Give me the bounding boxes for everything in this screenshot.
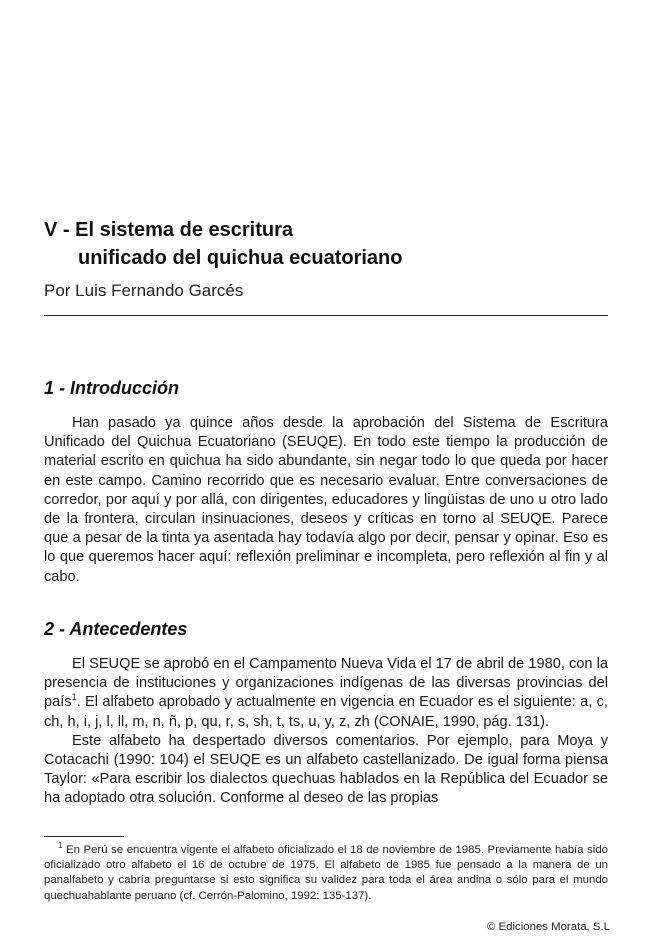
chapter-title-line-2: unificado del quichua ecuatoriano <box>78 247 403 269</box>
section-heading-introduccion: 1 - Introducción <box>44 378 179 398</box>
chapter-title <box>44 216 402 272</box>
copyright-notice: © Ediciones Morata, S.L <box>487 921 610 933</box>
chapter-author: Por Luis Fernando Garcés <box>44 281 244 300</box>
section-heading-antecedentes: 2 - Antecedentes <box>44 619 188 639</box>
title-divider <box>44 315 608 316</box>
footnote-number: 1 <box>58 841 63 851</box>
footnote-divider <box>44 836 124 837</box>
paragraph-text: El SEUQE se aprobó en el Campamento Nueva Vida el 17 de abril de 1980, con la presencia de instituciones y organizaciones indígenas de las diversas provincias del país <box>44 656 608 711</box>
paragraph: Han pasado ya quince años desde la aprobación del Sistema de Escritura Unificado del Quichua Ecuatoriano (SEUQE). En todo este tiempo la producción de material escrito en quichua ha sido abundante, sin negar todo lo que queda por hacer en este campo. Camino recorrido que es necesario evaluar. Entre conversaciones de corredor, por aquí y por allá, con dirigentes, educadores y lingüistas de uno u otro lado de la frontera, circulan insinuaciones, deseos y críticas en torno al SEUQE. Parece que a pesar de la tinta ya asentada hay todavía algo por decir, pensar y opinar. Eso es lo que queremos hacer aquí: reflexión preliminar e incompleta, pero reflexión al fin y al cabo. <box>44 415 608 585</box>
paragraph: Este alfabeto ha despertado diversos comentarios. Por ejemplo, para Moya y Cotacachi (1990: 104) el SEUQE es un alfabeto castellanizado. De igual forma piensa Taylor: «Para escribir los dialectos quechuas hablados en la República del Ecuador se ha adoptado otra solución. Conforme al deseo de las propias <box>44 732 608 807</box>
section-body-antecedentes <box>44 655 608 809</box>
paragraph-text: . El alfabeto aprobado y actualmente en vigencia en Ecuador es el siguiente: a, c, ch, h, i, j, l, ll, m, n, ñ, p, qu, r, s, sh, t, ts, u, y, z, zh (CONAIE, 1990, pág. 131). <box>44 694 608 730</box>
paragraph <box>44 655 608 732</box>
footnote <box>44 843 608 904</box>
chapter-title-line-1: V - El sistema de escritura <box>44 219 294 241</box>
footnote-ref[interactable]: 1 <box>71 692 77 703</box>
footnote-text: En Perú se encuentra vigente el alfabeto oficializado el 18 de noviembre de 1985. Previamente había sido oficializado otro alfabeto el 16 de octubre de 1975. El alfabeto de 1985 fue pensado a la manera de un panalfabeto y cabría preguntarse si esto significa su validez para toda el área andina o sólo para el mundo quechuahablante peruano (cf. Cerrón-Palomino, 1992: 135-137). <box>44 844 608 902</box>
section-body-introduccion <box>44 414 608 587</box>
